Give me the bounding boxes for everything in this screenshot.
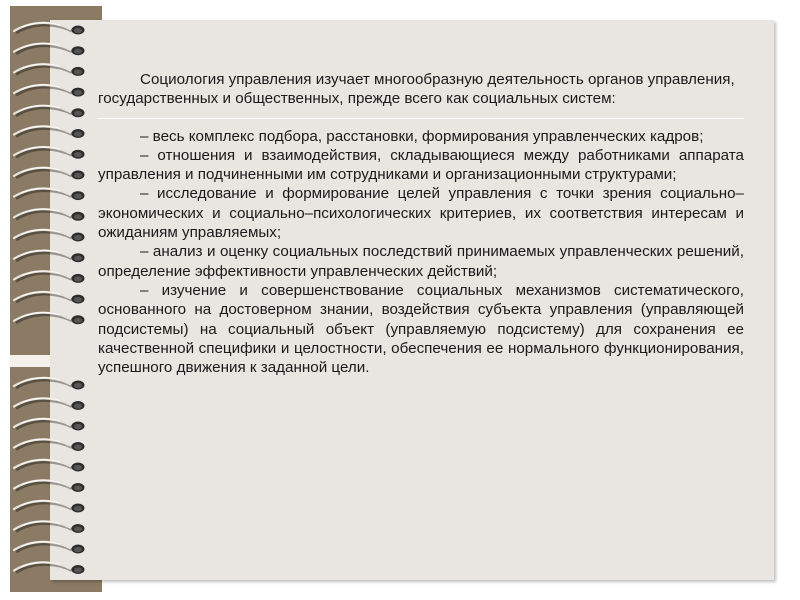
list-item: – исследование и формирование целей управления с точки зрения социально–экономических и социально–психологических критериев, их соответствия интересам и ожиданиям управляемых;	[98, 185, 744, 242]
list-item: – изучение и совершенствование социальных механизмов систематического, основанного на достоверном знании, воздействия субъекта управления (управляющей подсистемы) на социальный объект (управляемую подсистему) для сохранения ее качественной специфики и целостности, обеспечения ее нормального функционирования, успешного движения к заданной цели.	[98, 281, 744, 377]
coil-ring	[14, 480, 85, 492]
coil-ring	[14, 419, 85, 431]
coil-ring	[14, 230, 85, 242]
coil-ring	[14, 501, 85, 513]
list-item: – отношения и взаимодействия, складывающиеся между работниками аппарата управления и подчиненными им сотрудниками и организационными структурами;	[98, 146, 744, 184]
coil-ring	[14, 521, 85, 533]
coil-ring	[14, 562, 85, 574]
coil-ring	[14, 64, 85, 76]
coil-ring	[14, 209, 85, 221]
list-item: – весь комплекс подбора, расстановки, формирования управленческих кадров;	[140, 127, 704, 145]
coil-ring	[14, 292, 85, 304]
coil-ring	[14, 542, 85, 554]
coil-ring	[14, 43, 85, 55]
coil-ring	[14, 188, 85, 200]
coil-ring	[14, 23, 85, 35]
coil-ring	[14, 312, 85, 324]
list-item: – анализ и оценку социальных последствий принимаемых управленческих решений, определение эффективности управленческих действий;	[98, 243, 744, 280]
coil-ring	[14, 271, 85, 283]
coil-ring	[14, 105, 85, 117]
divider-line	[98, 118, 744, 119]
coil-ring	[14, 147, 85, 159]
coil-ring	[14, 460, 85, 472]
coil-ring	[14, 250, 85, 262]
coil-ring	[14, 168, 85, 180]
coil-ring	[14, 378, 85, 390]
intro-paragraph: Социология управления изучает многообразную деятельность органов управления, государственных и общественных, прежде всего как социальных систем:	[98, 71, 735, 108]
coil-ring	[14, 439, 85, 451]
spiral-coils	[10, 0, 110, 600]
page-content	[98, 70, 744, 377]
list	[98, 127, 744, 378]
coil-ring	[14, 85, 85, 97]
coil-ring	[14, 398, 85, 410]
coil-ring	[14, 126, 85, 138]
